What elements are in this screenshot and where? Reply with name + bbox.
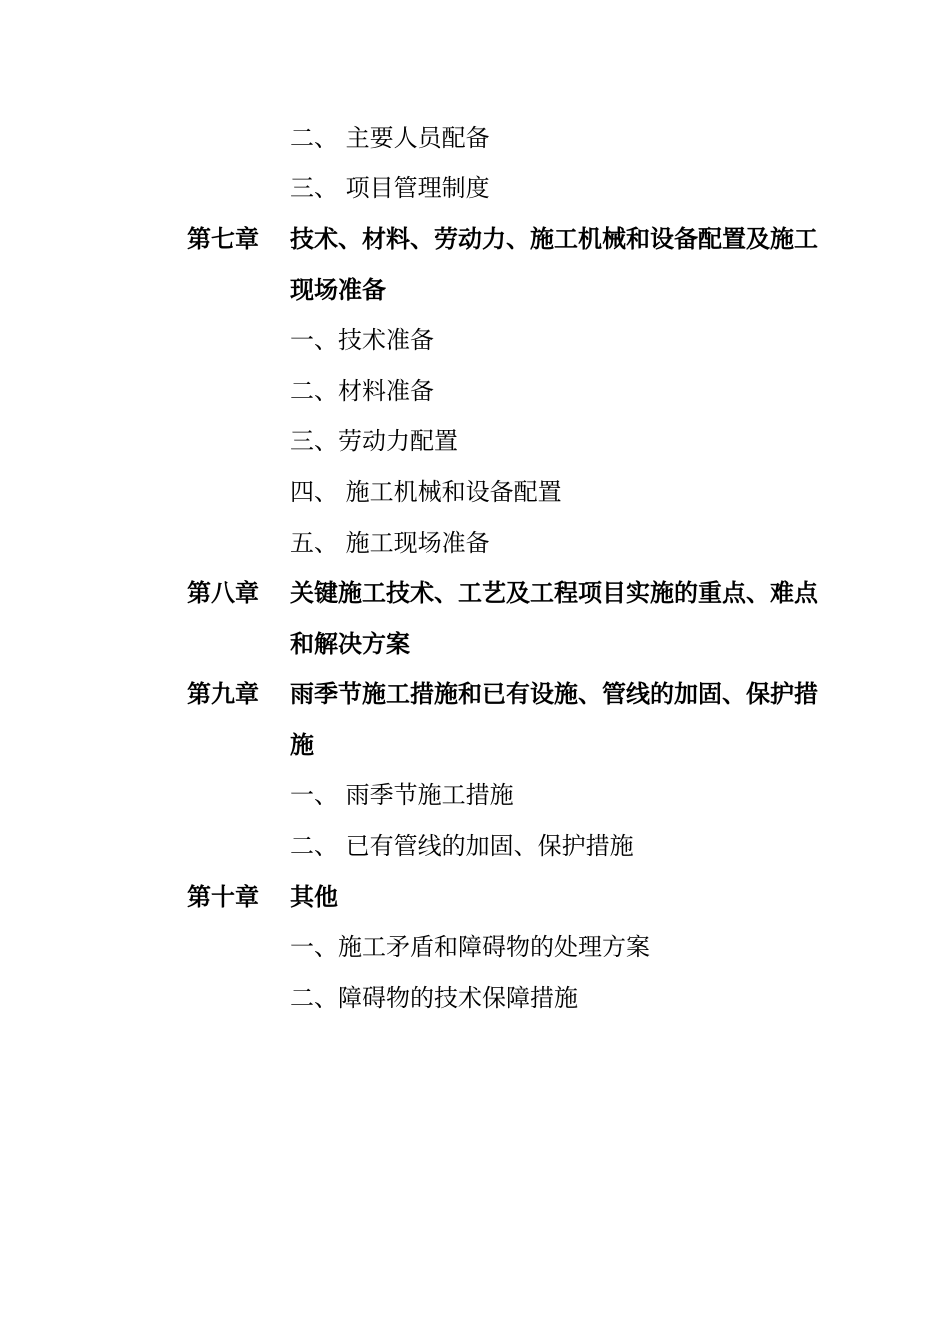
toc-section-obstacle-handling: 一、施工矛盾和障碍物的处理方案 bbox=[290, 933, 650, 961]
toc-section-technical-prep: 一、技术准备 bbox=[290, 326, 434, 354]
toc-section-rainy-season: 一、 雨季节施工措施 bbox=[290, 781, 514, 809]
toc-chapter-8-title-line-2: 和解决方案 bbox=[290, 630, 410, 658]
toc-section-obstacle-safeguards: 二、障碍物的技术保障措施 bbox=[290, 984, 578, 1012]
toc-section-labor-allocation: 三、劳动力配置 bbox=[290, 427, 458, 455]
toc-chapter-8-title-line-1: 关键施工技术、工艺及工程项目实施的重点、难点 bbox=[290, 579, 818, 607]
toc-chapter-9-title-line-1: 雨季节施工措施和已有设施、管线的加固、保护措 bbox=[290, 680, 818, 708]
toc-chapter-7-number: 第七章 bbox=[187, 225, 259, 253]
toc-chapter-9-title-line-2: 施 bbox=[290, 731, 314, 759]
toc-chapter-7-title-line-1: 技术、材料、劳动力、施工机械和设备配置及施工 bbox=[290, 225, 818, 253]
toc-chapter-9-number: 第九章 bbox=[187, 680, 259, 708]
toc-section-pipeline-protection: 二、 已有管线的加固、保护措施 bbox=[290, 832, 634, 860]
toc-section-main-personnel: 二、 主要人员配备 bbox=[290, 124, 490, 152]
toc-section-site-prep: 五、 施工现场准备 bbox=[290, 529, 490, 557]
toc-chapter-10-number: 第十章 bbox=[187, 883, 259, 911]
toc-section-material-prep: 二、材料准备 bbox=[290, 377, 434, 405]
toc-chapter-7-title-line-2: 现场准备 bbox=[290, 276, 386, 304]
toc-chapter-8-number: 第八章 bbox=[187, 579, 259, 607]
toc-section-machinery-allocation: 四、 施工机械和设备配置 bbox=[290, 478, 562, 506]
toc-chapter-10-title: 其他 bbox=[290, 883, 338, 911]
toc-section-project-management: 三、 项目管理制度 bbox=[290, 174, 490, 202]
